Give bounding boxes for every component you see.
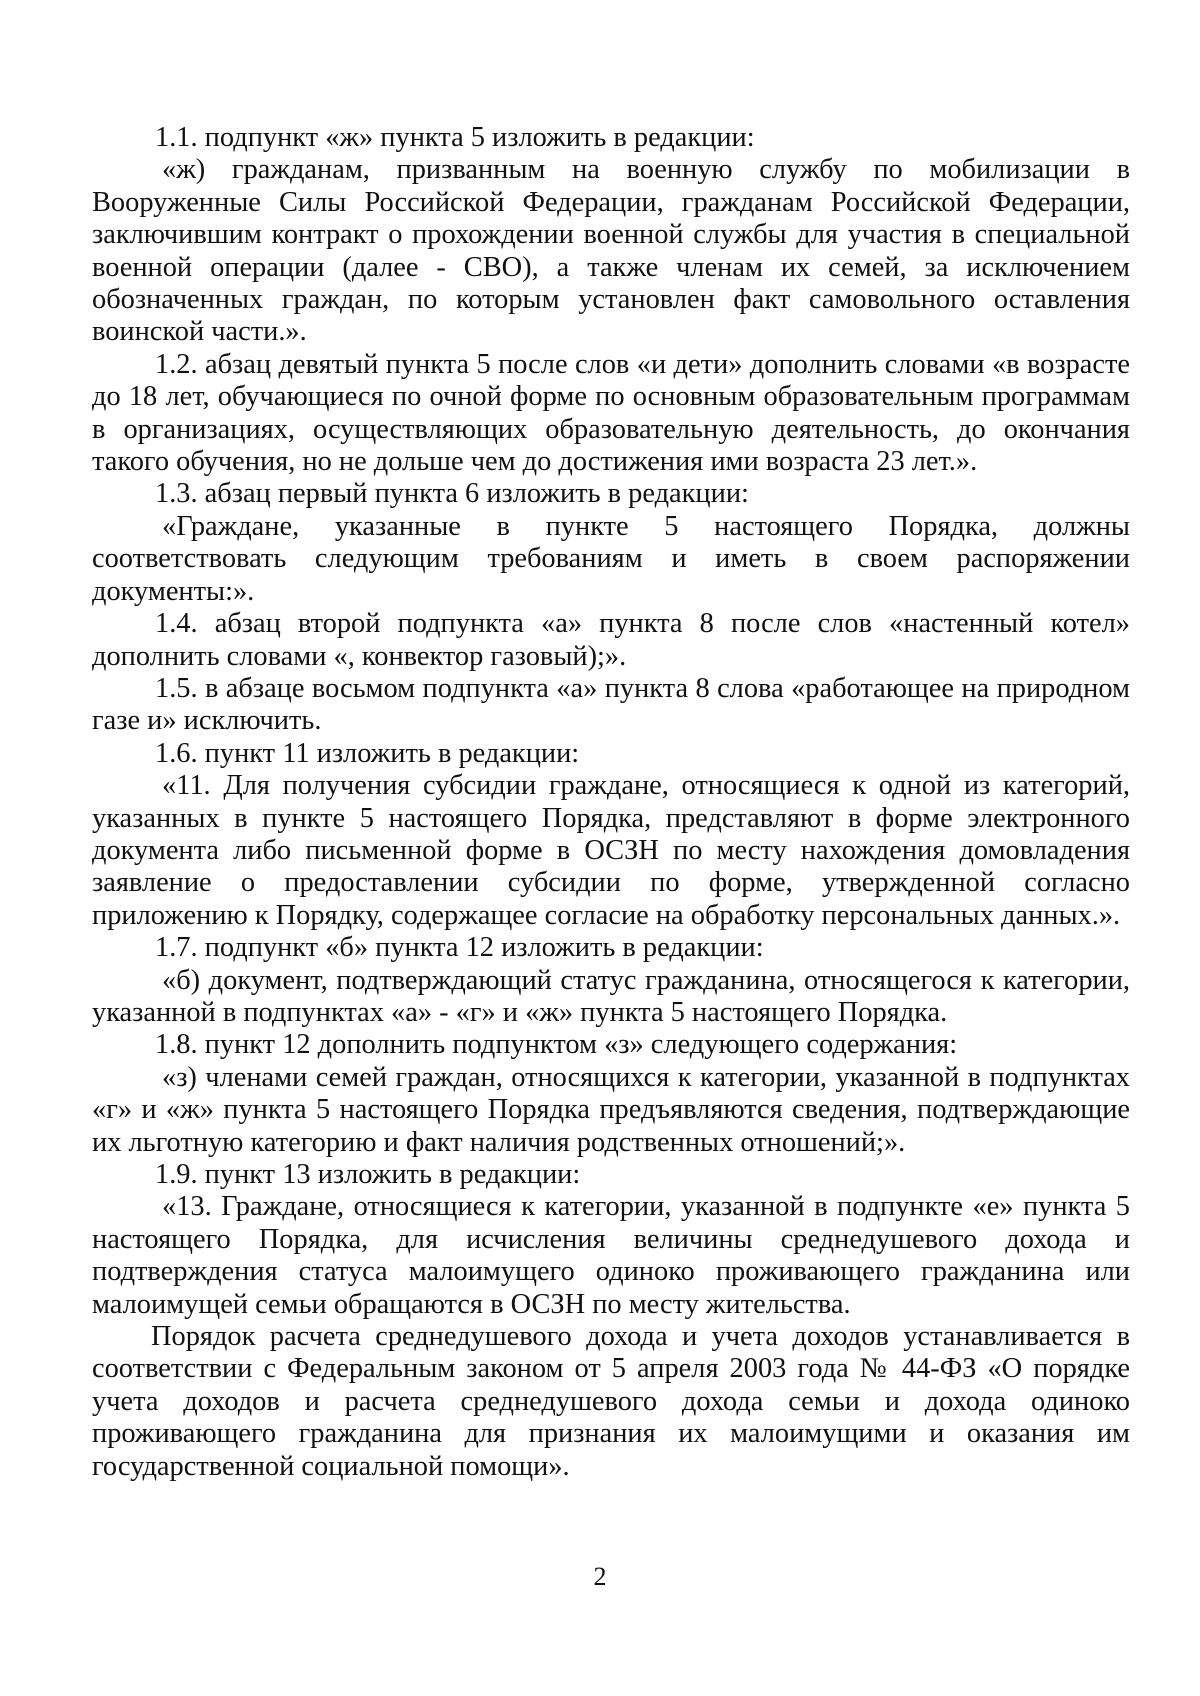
- paragraph-1-1-text: «ж) гражданам, призванным на военную службу по мобилизации в Вооруженные Силы Российской Федерации, гражданам Российской Федерации, заключившим контракт о прохождении военной службы для участия в специальной военной операции (далее - СВО), а также членам их семей, за исключением обозначенных граждан, по которым установлен факт самовольного оставления воинской части.».: [92, 154, 1130, 348]
- paragraph-1-6-text: «11. Для получения субсидии граждане, относящиеся к одной из категорий, указанных в пункте 5 настоящего Порядка, представляют в форме электронного документа либо письменной форме в ОСЗН по месту нахождения домовладения заявление о предоставлении субсидии по форме, утвержденной согласно приложению к Порядку, содержащее согласие на обработку персональных данных.».: [92, 770, 1130, 931]
- paragraph-1-8: 1.8. пункт 12 дополнить подпунктом «з» следующего содержания:: [155, 1029, 958, 1061]
- paragraph-1-9-text: «13. Граждане, относящиеся к категории, указанной в подпункте «е» пункта 5 настоящего Порядка, для исчисления величины среднедушевого дохода и подтверждения статуса малоимущего одиноко проживающего гражданина или малоимущей семьи обращаются в ОСЗН по месту жительства.: [92, 1191, 1130, 1320]
- paragraph-1-7: 1.7. подпункт «б» пункта 12 изложить в редакции:: [155, 932, 764, 964]
- paragraph-1-3-text: «Граждане, указанные в пункте 5 настоящего Порядка, должны соответствовать следующим требованиям и иметь в своем распоряжении документы:».: [92, 510, 1130, 607]
- paragraph-1-4: 1.4. абзац второй подпункта «а» пункта 8 после слов «настенный котел» дополнить словами «, конвектор газовый);».: [92, 608, 1130, 672]
- page-number: 2: [593, 1562, 607, 1591]
- paragraph-1-5: 1.5. в абзаце восьмом подпункта «а» пункта 8 слова «работающее на природном газе и» исключить.: [92, 672, 1130, 737]
- paragraph-1-8-text: «з) членами семей граждан, относящихся к категории, указанной в подпунктах «г» и «ж» пункта 5 настоящего Порядка предъявляются сведения, подтверждающие их льготную категорию и факт наличия родственных отношений;».: [92, 1061, 1130, 1158]
- paragraph-1-1: 1.1. подпункт «ж» пункта 5 изложить в редакции:: [155, 122, 755, 153]
- paragraph-1-6: 1.6. пункт 11 изложить в редакции:: [155, 737, 580, 769]
- paragraph-1-3: 1.3. абзац первый пункта 6 изложить в редакции:: [155, 478, 749, 510]
- paragraph-1-2: 1.2. абзац девятый пункта 5 после слов «и дети» дополнить словами «в возрасте до 18 лет, обучающиеся по очной форме по основным образовательным программам в организациях, осуществляющих образовательную деятельность, до окончания такого обучения, но не дольше чем до достижения ими возраста 23 лет.».: [92, 348, 1130, 478]
- paragraph-income-order: Порядок расчета среднедушевого дохода и учета доходов устанавливается в соответствии с Федеральным законом от 5 апреля 2003 года № 44-ФЗ «О порядке учета доходов и расчета среднедушевого дохода семьи и дохода одиноко проживающего гражданина для признания их малоимущими и оказания им государственной социальной помощи».: [92, 1321, 1130, 1482]
- document-body: [92, 122, 1130, 1483]
- paragraph-1-7-text: «б) документ, подтверждающий статус гражданина, относящегося к категории, указанной в подпунктах «а» - «г» и «ж» пункта 5 настоящего Порядка.: [92, 964, 1130, 1028]
- paragraph-1-9: 1.9. пункт 13 изложить в редакции:: [155, 1159, 581, 1190]
